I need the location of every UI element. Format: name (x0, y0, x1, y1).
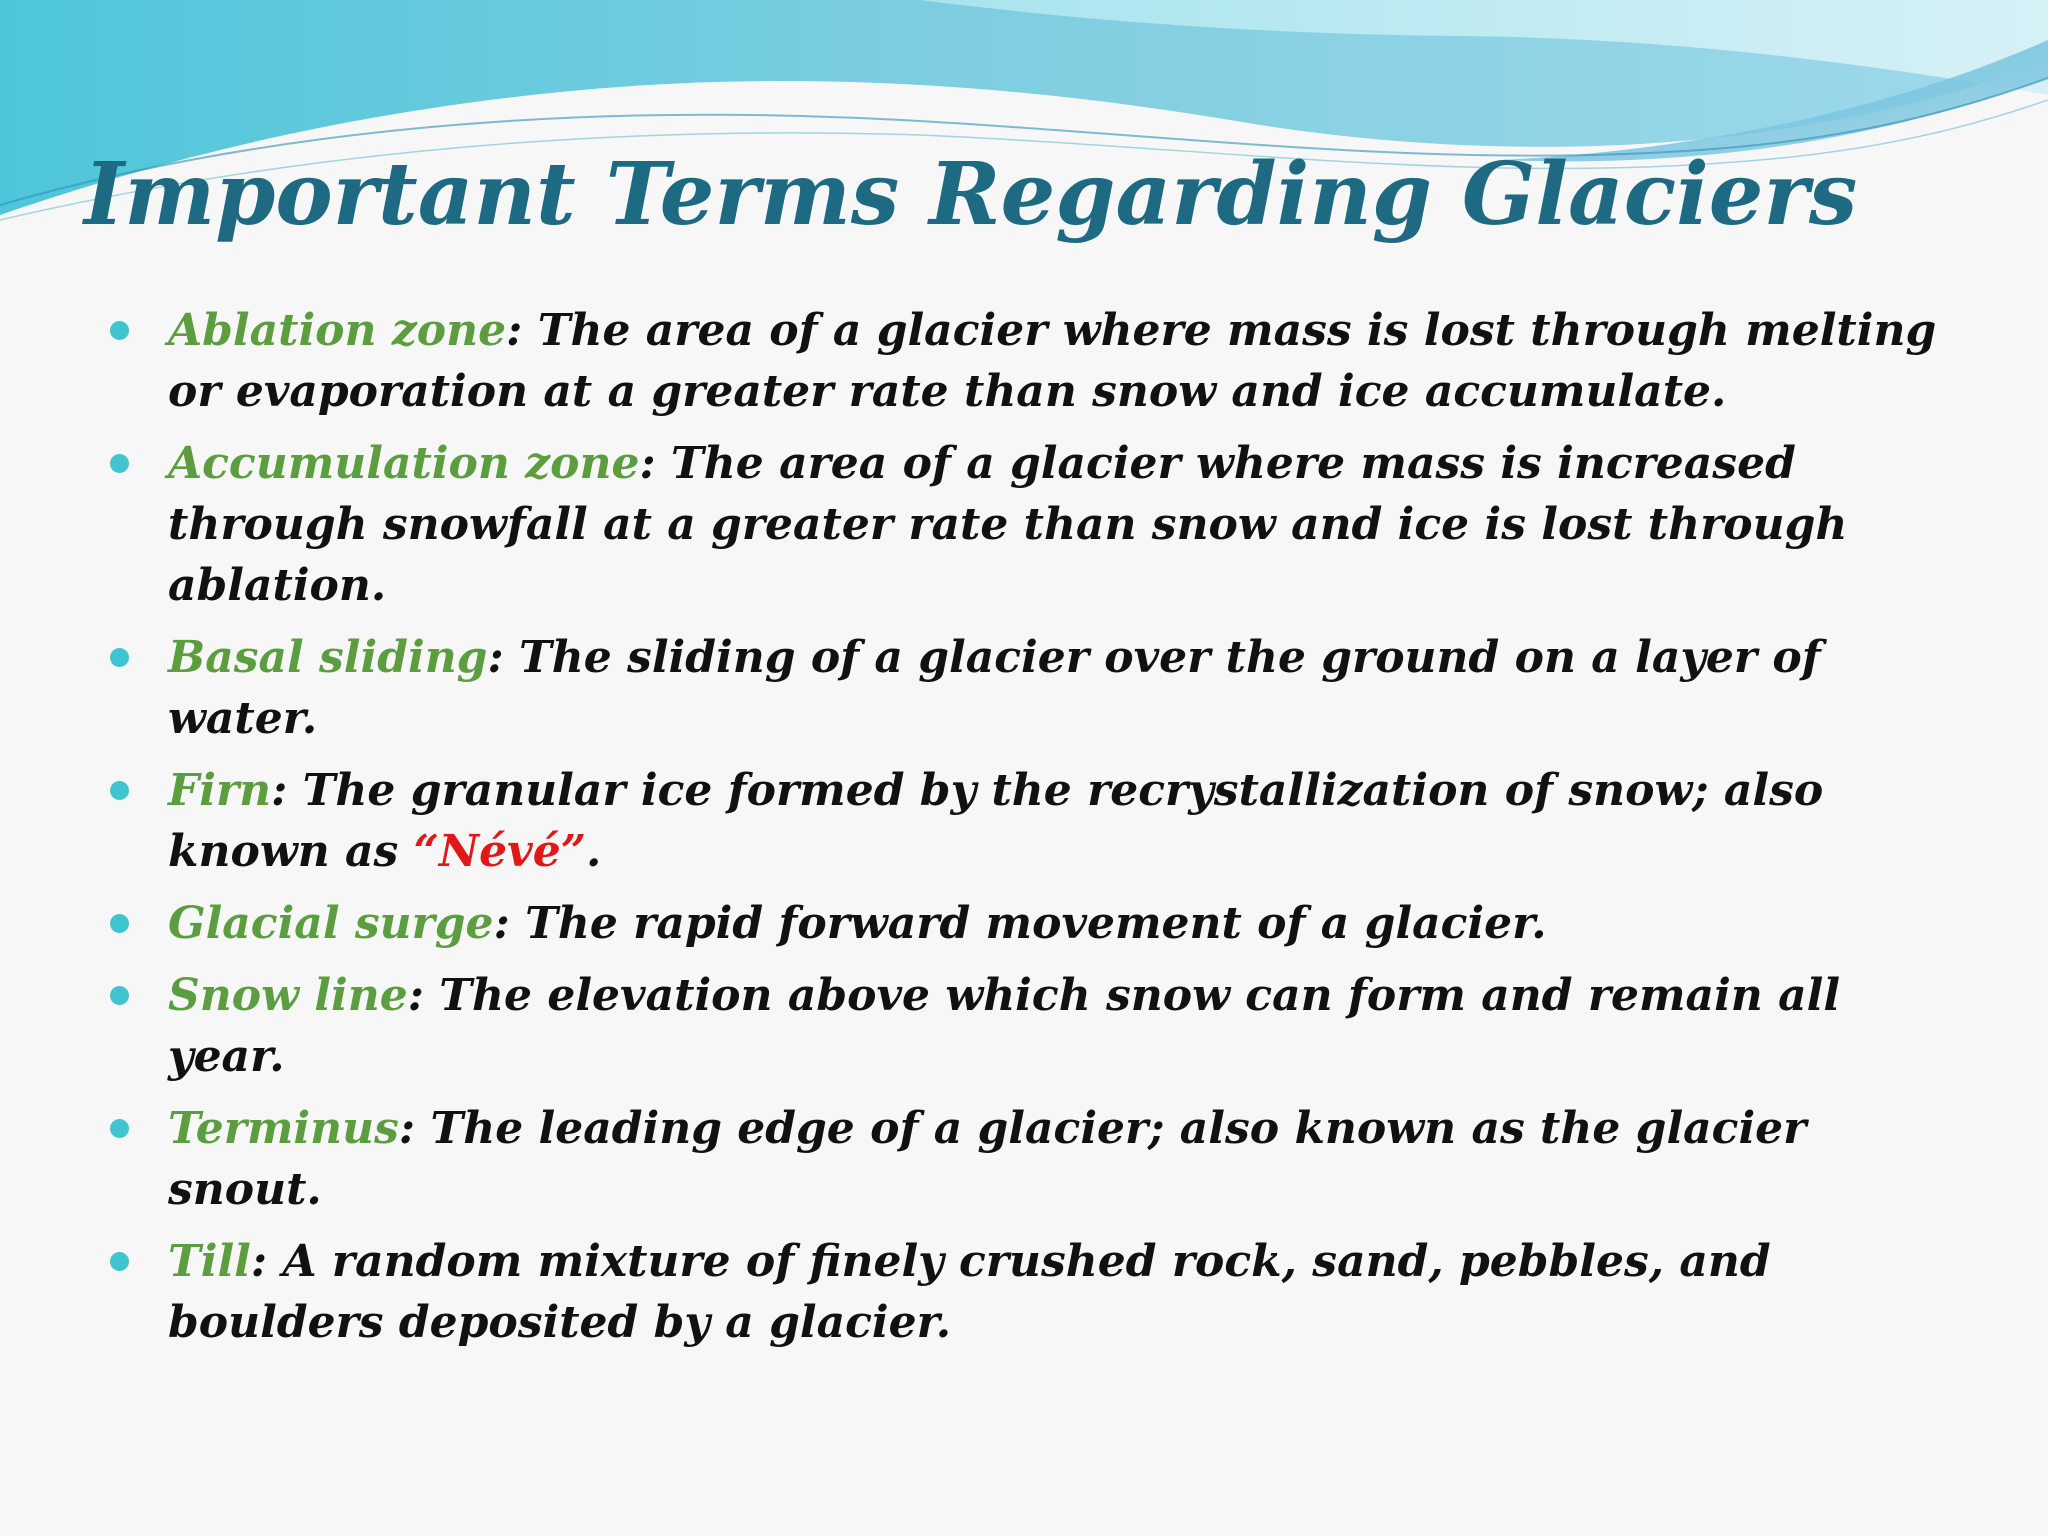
term-name: Ablation zone (168, 305, 507, 356)
list-item-snow-line (110, 965, 1940, 1087)
slide-title: Important Terms Regarding Glaciers (84, 144, 1858, 245)
term-name: Till (168, 1236, 251, 1287)
term-definition: : A random mixture of finely crushed rock, sand, pebbles, and boulders deposited by a glacier. (168, 1236, 1771, 1348)
term-name: Firn (168, 765, 272, 816)
term-definition: : The sliding of a glacier over the ground on a layer of water. (168, 632, 1821, 744)
term-definition: : The granular ice formed by the recrystallization of snow; also known as (168, 765, 1824, 877)
bullet-icon (110, 1252, 129, 1271)
term-definition: : The elevation above which snow can form and remain all year. (168, 970, 1841, 1082)
bullet-icon (110, 648, 129, 667)
list-item-glacial-surge (110, 893, 1940, 954)
list-item-firn (110, 760, 1940, 882)
term-name: Snow line (168, 970, 408, 1021)
term-definition: : The rapid forward movement of a glacier. (493, 898, 1547, 949)
bullet-icon (110, 986, 129, 1005)
term-name: Glacial surge (168, 898, 494, 949)
term-definition: : The leading edge of a glacier; also known as the glacier snout. (168, 1103, 1807, 1215)
bullet-icon (110, 914, 129, 933)
glossary-list (110, 300, 1940, 1364)
list-item-basal-sliding (110, 627, 1940, 749)
bullet-icon (110, 454, 129, 473)
term-name: Basal sliding (168, 632, 488, 683)
list-item-terminus (110, 1098, 1940, 1220)
term-name: Accumulation zone (168, 438, 640, 489)
bullet-icon (110, 1119, 129, 1138)
term-definition: : The area of a glacier where mass is lost through melting or evaporation at a greater rate than snow and ice accumulate. (168, 305, 1937, 417)
bullet-icon (110, 321, 129, 340)
list-item-accumulation-zone (110, 433, 1940, 616)
term-definition-end: . (586, 826, 602, 877)
highlighted-term-neve: “Névé” (413, 826, 586, 877)
term-definition: : The area of a glacier where mass is increased through snowfall at a greater rate than snow and ice is lost through ablation. (168, 438, 1848, 611)
term-name: Terminus (168, 1103, 399, 1154)
bullet-icon (110, 781, 129, 800)
list-item-till (110, 1231, 1940, 1353)
list-item-ablation-zone (110, 300, 1940, 422)
